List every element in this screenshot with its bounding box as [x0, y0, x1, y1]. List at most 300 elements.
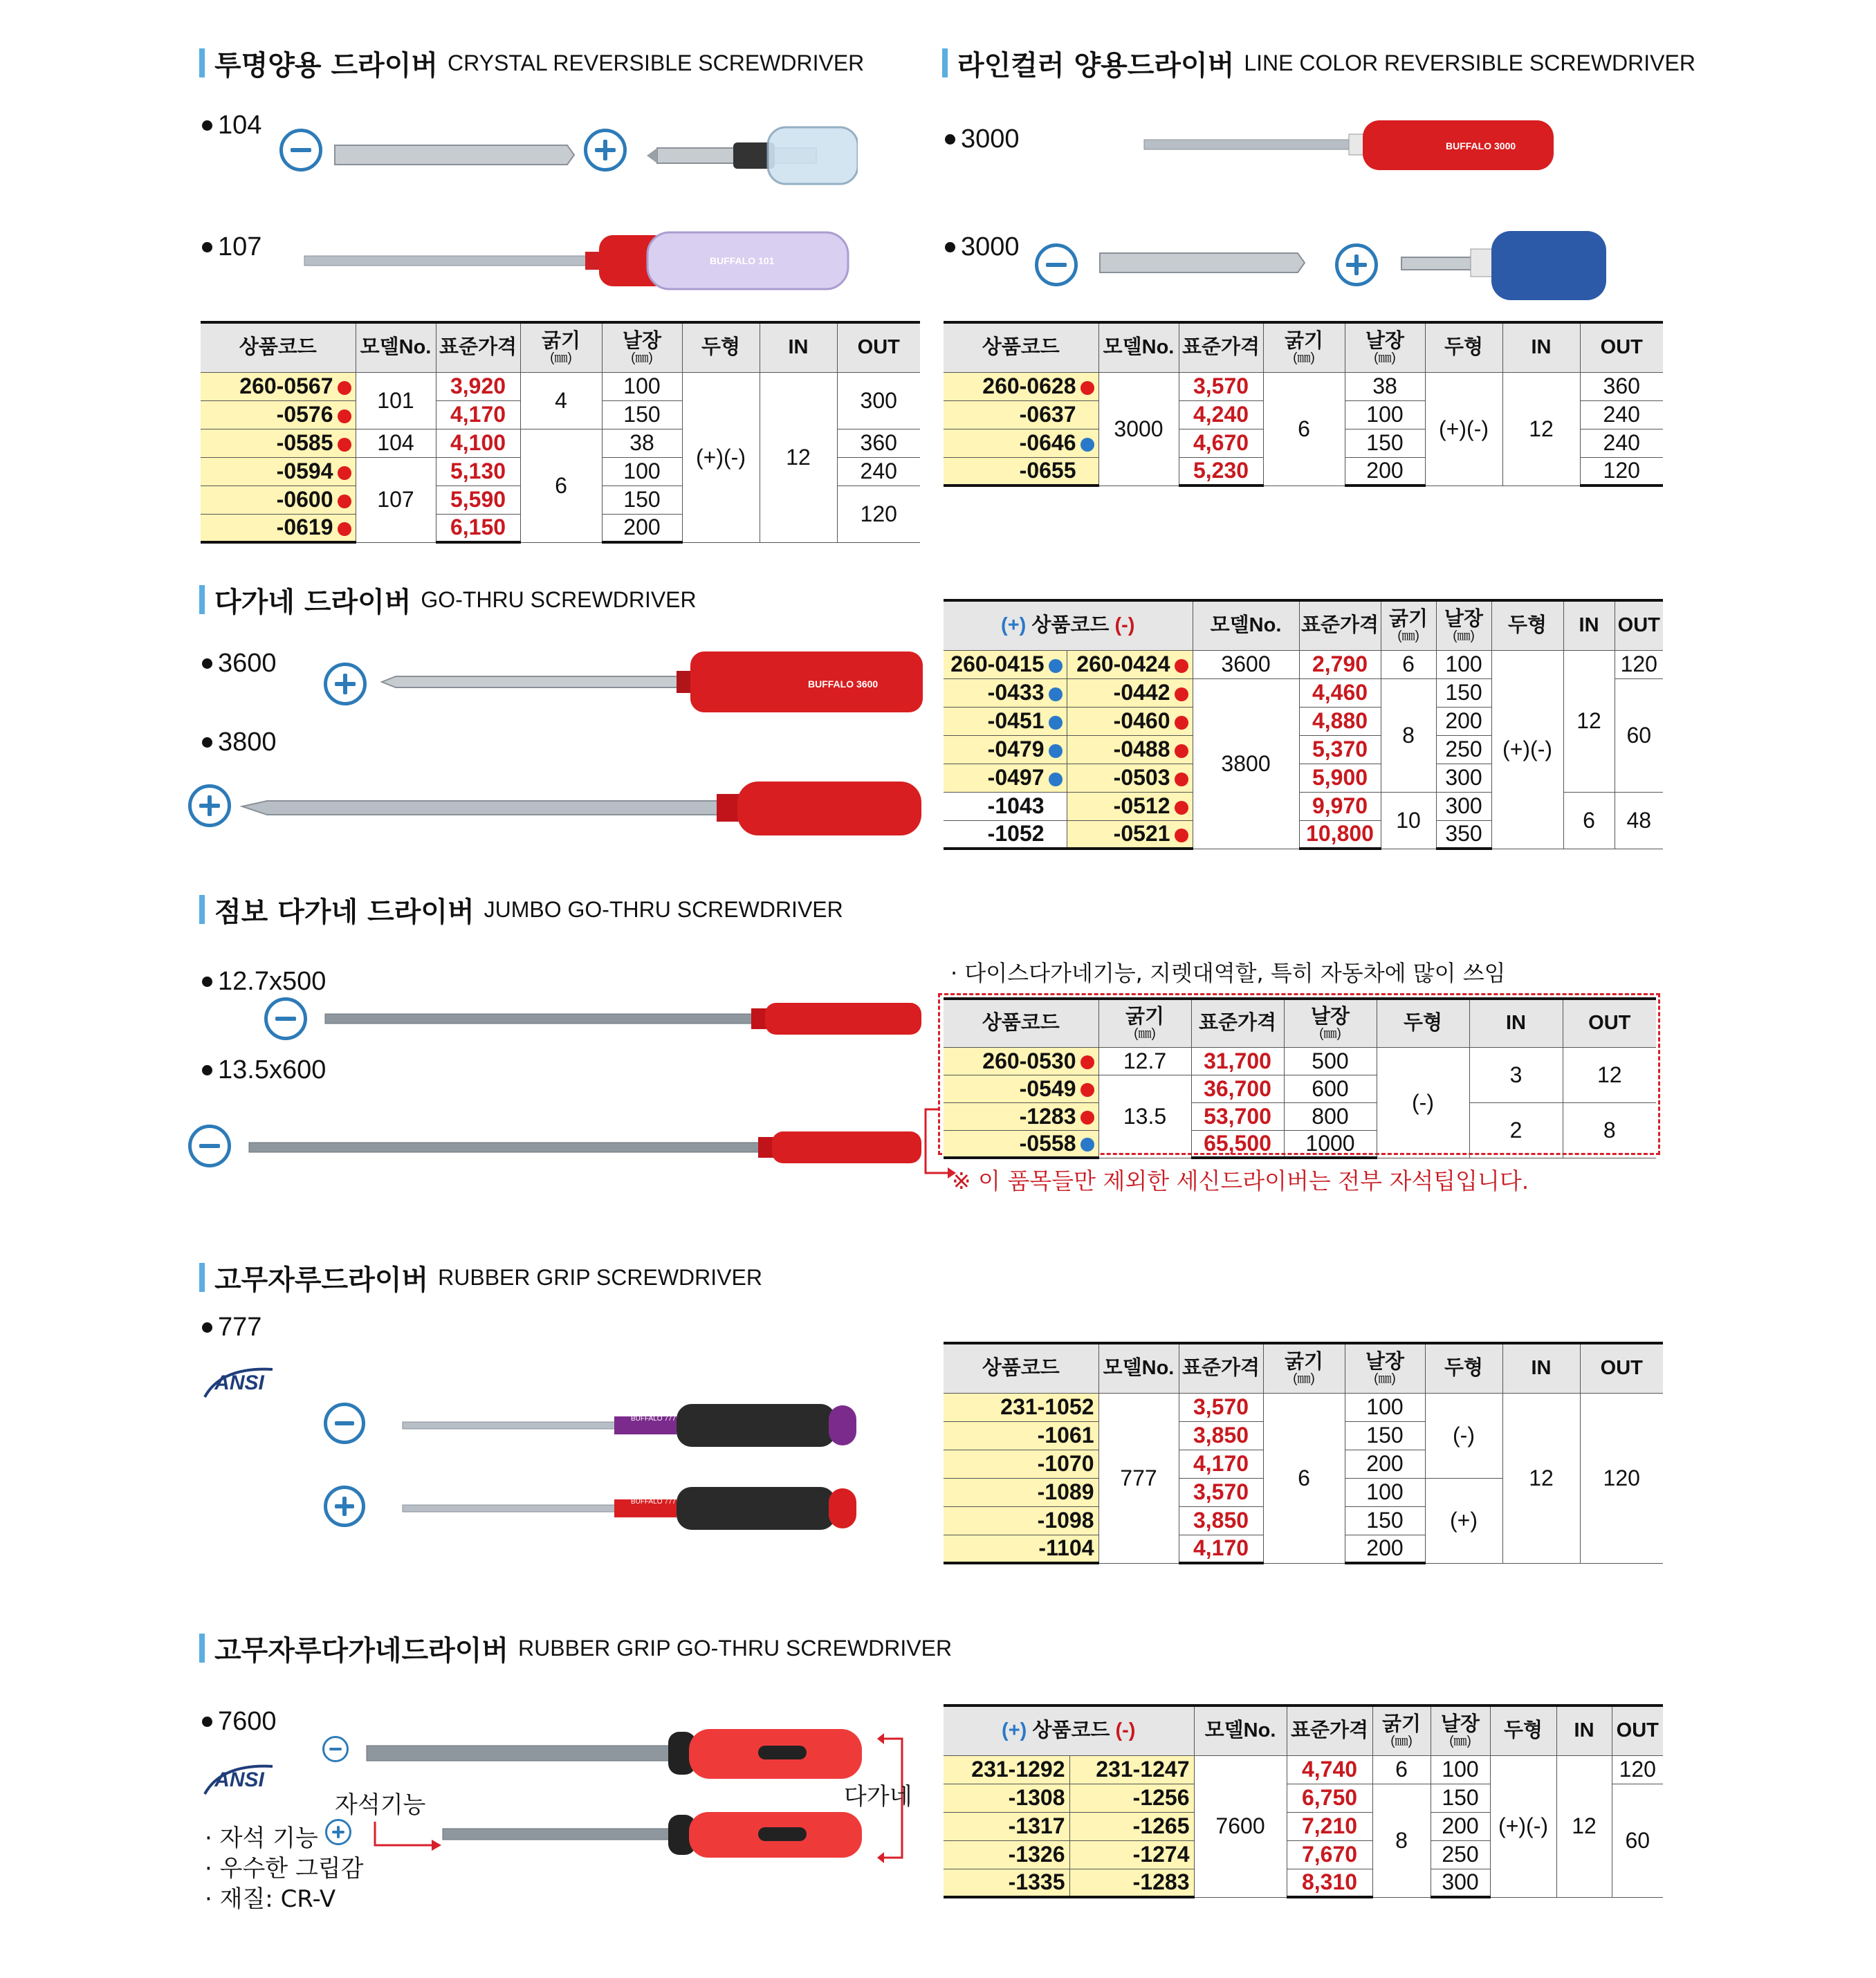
- table-cell: 100: [602, 372, 682, 400]
- table-cell: -0460: [1067, 707, 1193, 735]
- table-cell: 6: [1263, 372, 1345, 486]
- table-cell: 4,670: [1179, 429, 1263, 457]
- header-price: 표준가격: [436, 322, 520, 372]
- table-cell: 200: [602, 514, 682, 542]
- model-label: 104: [202, 111, 261, 140]
- plus-icon: [324, 1486, 365, 1527]
- table-cell: (+): [1425, 1478, 1502, 1563]
- table-header-cell: 날장 (㎜): [1345, 322, 1425, 372]
- table-cell: 100: [1345, 400, 1425, 429]
- table-cell: 777: [1098, 1393, 1179, 1563]
- table-cell: -0594: [201, 457, 356, 486]
- table-cell: 6: [1563, 792, 1615, 849]
- table-cell: -0646: [944, 429, 1098, 457]
- feature-item: · 자석 기능: [205, 1824, 318, 1852]
- red-dot-marker: [1080, 1055, 1094, 1069]
- red-dot-marker: [338, 381, 351, 395]
- table-cell: 3: [1469, 1047, 1563, 1102]
- table-cell: 3800: [1193, 678, 1299, 849]
- table-cell: 200: [1436, 707, 1491, 735]
- table-cell: 300: [1436, 764, 1491, 792]
- screwdriver-777-minus-image: [400, 1400, 870, 1451]
- table-cell: 60: [1615, 678, 1663, 792]
- dot-placeholder: [1080, 465, 1094, 479]
- gothru-label: 다가네: [844, 1783, 912, 1811]
- ansi-badge: ANSI: [201, 1365, 278, 1401]
- blue-dot-marker: [1049, 659, 1063, 673]
- svg-text:BUFFALO 777: BUFFALO 777: [631, 1498, 677, 1506]
- table-cell: 200: [1345, 1535, 1425, 1563]
- table-cell: 6,750: [1287, 1784, 1372, 1812]
- feature-item: · 우수한 그립감: [205, 1855, 364, 1883]
- table-cell: 100: [1345, 1478, 1425, 1506]
- model-label: 7600: [202, 1707, 277, 1737]
- table-header-cell: 상품코드: [944, 322, 1098, 372]
- table-cell: 36,700: [1191, 1075, 1284, 1102]
- table-cell: 10,800: [1299, 820, 1381, 849]
- spec-table-go-thru: [944, 599, 1663, 850]
- model-label: 3600: [202, 649, 277, 678]
- table-cell: 4,170: [436, 400, 520, 429]
- minus-icon: [279, 129, 322, 172]
- table-cell: 4,460: [1299, 678, 1381, 707]
- table-cell: 3000: [1098, 372, 1179, 486]
- minus-icon: [1035, 243, 1078, 286]
- table-cell: -0497: [944, 764, 1067, 792]
- red-dot-marker: [338, 522, 351, 536]
- table-header-cell: (+) 상품코드 (-): [944, 1706, 1194, 1755]
- table-cell: 4: [520, 372, 602, 429]
- red-dot-marker: [338, 494, 351, 508]
- table-cell: 5,590: [436, 486, 520, 514]
- table-cell: 2: [1469, 1102, 1563, 1158]
- table-header-cell: 상품코드: [944, 1343, 1098, 1393]
- svg-text:BUFFALO 777: BUFFALO 777: [631, 1415, 677, 1423]
- table-row: [944, 1102, 1656, 1130]
- table-row: [944, 372, 1663, 400]
- table-cell: 2,790: [1299, 650, 1381, 678]
- table-cell: 4,100: [436, 429, 520, 457]
- table-header-cell: 날장 (㎜): [1436, 600, 1491, 650]
- table-header-cell: 날장 (㎜): [1431, 1706, 1490, 1755]
- blue-dot-marker: [1080, 1138, 1094, 1152]
- screwdriver-3800-image: [239, 779, 924, 838]
- minus-icon: [324, 1403, 365, 1444]
- table-cell: -0585: [201, 429, 356, 457]
- table-header-cell: 모델No.: [1098, 1343, 1179, 1393]
- table-cell: 100: [1436, 650, 1491, 678]
- model-label: 3800: [202, 728, 277, 757]
- table-cell: 12.7: [1098, 1047, 1191, 1075]
- table-cell: -0655: [944, 457, 1098, 486]
- spec-table-rubber-grip: [944, 1342, 1663, 1564]
- table-header-cell: OUT: [1612, 1706, 1663, 1755]
- table-cell: 260-0628: [944, 372, 1098, 400]
- table-header-cell: OUT: [1580, 322, 1663, 372]
- table-cell: 12: [760, 372, 837, 542]
- table-cell: 10: [1381, 792, 1436, 849]
- table-header-cell: 표준가격: [1179, 322, 1263, 372]
- table-cell: -0576: [201, 400, 356, 429]
- table-cell: 104: [356, 429, 436, 457]
- table-cell: (+)(-): [1425, 372, 1502, 486]
- table-cell: -1274: [1069, 1840, 1194, 1869]
- table-header-cell: 굵기 (㎜): [1381, 600, 1436, 650]
- red-dot-marker: [338, 466, 351, 480]
- table-cell: 100: [1431, 1755, 1490, 1784]
- table-header-cell: 모델No.: [1194, 1706, 1287, 1755]
- screwdriver-jumbo-600-image: [246, 1129, 924, 1166]
- table-cell: 8: [1372, 1784, 1431, 1897]
- title-bar: [199, 48, 205, 77]
- table-header-cell: IN: [1563, 600, 1615, 650]
- table-cell: 300: [1431, 1869, 1490, 1897]
- table-cell: -1283: [944, 1102, 1098, 1130]
- screwdriver-777-plus-image: [400, 1483, 870, 1534]
- table-cell: -1104: [944, 1535, 1098, 1563]
- table-cell: -1070: [944, 1450, 1098, 1478]
- table-cell: 5,130: [436, 457, 520, 486]
- handle-brand: BUFFALO 3000: [1446, 140, 1516, 151]
- table-header-cell: IN: [1556, 1706, 1612, 1755]
- table-cell: 6: [520, 429, 602, 542]
- table-cell: 250: [1431, 1840, 1490, 1869]
- table-header-cell: 굵기 (㎜): [1098, 999, 1191, 1047]
- red-dot-marker: [1080, 381, 1094, 395]
- table-cell: 5,370: [1299, 735, 1381, 764]
- red-dot-marker: [1175, 659, 1188, 673]
- section-title-rubber-grip: 고무자루드라이버 RUBBER GRIP SCREWDRIVER: [199, 1260, 762, 1295]
- table-cell: 200: [1345, 457, 1425, 486]
- table-cell: -1265: [1069, 1812, 1194, 1840]
- table-cell: 600: [1284, 1075, 1377, 1102]
- table-cell: 200: [1345, 1450, 1425, 1478]
- table-cell: 240: [837, 457, 920, 486]
- minus-icon: [188, 1125, 231, 1167]
- table-cell: 4,740: [1287, 1755, 1372, 1784]
- table-header-cell: (+) 상품코드 (-): [944, 600, 1193, 650]
- table-cell: 3,570: [1179, 372, 1263, 400]
- table-header-cell: IN: [1469, 999, 1563, 1047]
- table-cell: 300: [837, 372, 920, 429]
- model-label: 777: [202, 1313, 261, 1342]
- blue-dot-marker: [1049, 773, 1063, 786]
- table-cell: 120: [837, 486, 920, 542]
- table-cell: 8,310: [1287, 1869, 1372, 1897]
- table-cell: 150: [1431, 1784, 1490, 1812]
- table-cell: (+)(-): [682, 372, 760, 542]
- table-header-cell: IN: [1502, 1343, 1580, 1393]
- table-cell: 12: [1563, 1047, 1656, 1102]
- table-cell: 3,850: [1179, 1421, 1263, 1450]
- table-cell: -1061: [944, 1421, 1098, 1450]
- table-cell: -1256: [1069, 1784, 1194, 1812]
- ansi-badge: ANSI: [201, 1762, 278, 1798]
- table-cell: 150: [1345, 1506, 1425, 1535]
- table-cell: -0488: [1067, 735, 1193, 764]
- table-cell: 240: [1580, 400, 1663, 429]
- header-diameter: 굵기 (㎜): [520, 322, 602, 372]
- spec-table-jumbo: [944, 997, 1656, 1159]
- table-cell: 48: [1615, 792, 1663, 849]
- table-cell: 3,570: [1179, 1478, 1263, 1506]
- table-cell: -1089: [944, 1478, 1098, 1506]
- section-title-go-thru: 다가네 드라이버 GO-THRU SCREWDRIVER: [199, 582, 697, 617]
- table-cell: 350: [1436, 820, 1491, 849]
- section-title-jumbo: 점보 다가네 드라이버 JUMBO GO-THRU SCREWDRIVER: [199, 892, 843, 927]
- table-cell: 7600: [1194, 1755, 1287, 1897]
- table-header-cell: 굵기 (㎜): [1372, 1706, 1431, 1755]
- magnet-arrow: [369, 1819, 445, 1860]
- title-en: CRYSTAL REVERSIBLE SCREWDRIVER: [448, 50, 865, 75]
- table-cell: 231-1247: [1069, 1755, 1194, 1784]
- table-header-cell: OUT: [1563, 999, 1656, 1047]
- table-cell: 150: [1345, 429, 1425, 457]
- table-cell: 360: [837, 429, 920, 457]
- model-label: 3000: [945, 232, 1020, 262]
- header-code: 상품코드: [201, 322, 356, 372]
- table-cell: 260-0530: [944, 1047, 1098, 1075]
- table-cell: 3,570: [1179, 1393, 1263, 1421]
- table-cell: 300: [1436, 792, 1491, 820]
- dot-placeholder: [1080, 409, 1094, 423]
- blue-dot-marker: [1049, 744, 1063, 758]
- screwdriver-7600-minus-image: [364, 1725, 876, 1784]
- feature-list: [205, 1823, 364, 1914]
- model-label: 3000: [945, 124, 1020, 154]
- table-cell: 260-0415: [944, 650, 1067, 678]
- magnet-label: 자석기능: [335, 1791, 426, 1819]
- table-header-cell: 표준가격: [1179, 1343, 1263, 1393]
- table-cell: -0512: [1067, 792, 1193, 820]
- red-dot-marker: [1175, 687, 1188, 701]
- table-cell: 1000: [1284, 1130, 1377, 1158]
- table-header-cell: 날장 (㎜): [1345, 1343, 1425, 1393]
- table-header-cell: IN: [1502, 322, 1580, 372]
- table-cell: -0521: [1067, 820, 1193, 849]
- table-cell: 120: [1612, 1755, 1663, 1784]
- table-header-cell: OUT: [1580, 1343, 1663, 1393]
- table-cell: 120: [1580, 457, 1663, 486]
- table-cell: 31,700: [1191, 1047, 1284, 1075]
- table-cell: (-): [1425, 1393, 1502, 1478]
- table-row: [201, 372, 920, 400]
- table-header-cell: 모델No.: [1193, 600, 1299, 650]
- handle-brand: BUFFALO 3600: [808, 678, 879, 690]
- table-cell: -0503: [1067, 764, 1193, 792]
- footnote: ※ 이 품목들만 제외한 세신드라이버는 전부 자석팁입니다.: [952, 1167, 1529, 1194]
- section-title-rubber-go-thru: 고무자루다가네드라이버 RUBBER GRIP GO-THRU SCREWDRIVER: [199, 1631, 952, 1665]
- section-title-line-color: 라인컬러 양용드라이버 LINE COLOR REVERSIBLE SCREWDRIVER: [942, 46, 1695, 80]
- table-cell: 260-0424: [1067, 650, 1193, 678]
- table-row: [944, 650, 1663, 678]
- table-cell: 4,170: [1179, 1535, 1263, 1563]
- table-cell: -0433: [944, 678, 1067, 707]
- dot-placeholder: [1049, 801, 1063, 815]
- table-cell: 3,850: [1179, 1506, 1263, 1535]
- table-header-cell: 표준가격: [1299, 600, 1381, 650]
- table-cell: 5,230: [1179, 457, 1263, 486]
- table-cell: 100: [602, 457, 682, 486]
- table-cell: 38: [602, 429, 682, 457]
- model-label: 107: [202, 232, 261, 262]
- table-cell: -0549: [944, 1075, 1098, 1102]
- table-cell: (+)(-): [1490, 1755, 1556, 1897]
- table-cell: 231-1052: [944, 1393, 1098, 1421]
- table-cell: -1098: [944, 1506, 1098, 1535]
- table-cell: 53,700: [1191, 1102, 1284, 1130]
- table-header-cell: 표준가격: [1191, 999, 1284, 1047]
- table-header-cell: 날장 (㎜): [1284, 999, 1377, 1047]
- table-cell: 260-0567: [201, 372, 356, 400]
- table-row: [944, 1047, 1656, 1075]
- red-dot-marker: [1175, 773, 1188, 786]
- minus-icon: [322, 1736, 349, 1762]
- ansi-arc-icon: [201, 1365, 278, 1401]
- table-cell: 8: [1381, 678, 1436, 792]
- table-row: [944, 1755, 1663, 1784]
- table-header-cell: OUT: [1615, 600, 1663, 650]
- red-dot-marker: [338, 438, 351, 452]
- table-cell: 150: [602, 486, 682, 514]
- table-cell: -1043: [944, 792, 1067, 820]
- table-cell: -0637: [944, 400, 1098, 429]
- ansi-arc-icon: [201, 1762, 278, 1798]
- table-cell: 12: [1502, 1393, 1580, 1563]
- red-dot-marker: [1175, 716, 1188, 730]
- table-cell: 120: [1615, 650, 1663, 678]
- red-dot-marker: [338, 409, 351, 423]
- table-cell: 231-1292: [944, 1755, 1069, 1784]
- screwdriver-jumbo-500-image: [322, 1000, 924, 1037]
- table-cell: 150: [602, 400, 682, 429]
- plus-icon: [324, 663, 367, 705]
- table-cell: -0451: [944, 707, 1067, 735]
- table-cell: 107: [356, 457, 436, 542]
- blue-dot-marker: [1049, 716, 1063, 730]
- svg-text:BUFFALO 101: BUFFALO 101: [710, 255, 775, 266]
- red-dot-marker: [1175, 829, 1188, 842]
- header-tip: 두형: [682, 322, 760, 372]
- spec-table-crystal: [201, 321, 920, 544]
- screwdriver-3000-blue-image: [1097, 228, 1609, 304]
- table-header-cell: 상품코드: [944, 999, 1098, 1047]
- blue-dot-marker: [1049, 687, 1063, 701]
- table-cell: 3600: [1193, 650, 1299, 678]
- table-cell: 12: [1556, 1755, 1612, 1897]
- table-cell: 240: [1580, 429, 1663, 457]
- title-ko: 투명양용 드라이버: [214, 49, 439, 82]
- header-length: 날장 (㎜): [602, 322, 682, 372]
- screwdriver-7600-plus-image: [440, 1808, 876, 1862]
- table-header-cell: 두형: [1425, 322, 1502, 372]
- red-dot-marker: [1080, 1111, 1094, 1125]
- table-cell: 6: [1263, 1393, 1345, 1563]
- table-cell: -0442: [1067, 678, 1193, 707]
- table-header-cell: 표준가격: [1287, 1706, 1372, 1755]
- table-cell: 4,240: [1179, 400, 1263, 429]
- table-cell: 100: [1345, 1393, 1425, 1421]
- screwdriver-3600-image: [379, 647, 926, 717]
- jumbo-note: · 다이스다가네기능, 지렛대역할, 특히 자동차에 많이 쓰임: [950, 960, 1506, 986]
- table-header-cell: 두형: [1491, 600, 1563, 650]
- red-dot-marker: [1080, 1083, 1094, 1097]
- table-cell: 38: [1345, 372, 1425, 400]
- table-cell: 6: [1372, 1755, 1431, 1784]
- table-cell: -0558: [944, 1130, 1098, 1158]
- table-cell: 65,500: [1191, 1130, 1284, 1158]
- table-cell: (-): [1377, 1047, 1469, 1158]
- header-out: OUT: [837, 322, 920, 372]
- minus-icon: [264, 997, 307, 1040]
- table-cell: -0619: [201, 514, 356, 542]
- blue-dot-marker: [1080, 438, 1094, 452]
- table-cell: 500: [1284, 1047, 1377, 1075]
- red-dot-marker: [1175, 744, 1188, 758]
- table-header-cell: 두형: [1425, 1343, 1502, 1393]
- screwdriver-3000-red-image: [1141, 116, 1556, 174]
- model-label: 13.5x600: [202, 1055, 326, 1085]
- screwdriver-104-image: [332, 124, 858, 187]
- table-cell: -1335: [944, 1869, 1069, 1897]
- table-cell: 7,210: [1287, 1812, 1372, 1840]
- table-header-cell: 두형: [1490, 1706, 1556, 1755]
- spec-table-rubber-go-thru: [944, 1704, 1663, 1898]
- plus-icon: [188, 784, 231, 827]
- table-cell: 3,920: [436, 372, 520, 400]
- table-cell: -1317: [944, 1812, 1069, 1840]
- table-header-cell: 모델No.: [1098, 322, 1179, 372]
- table-cell: 12: [1502, 372, 1580, 486]
- header-in: IN: [760, 322, 837, 372]
- section-title-crystal: [199, 46, 864, 80]
- table-cell: 60: [1612, 1784, 1663, 1897]
- dot-placeholder: [1049, 829, 1063, 842]
- table-cell: 101: [356, 372, 436, 429]
- table-cell: 4,170: [1179, 1450, 1263, 1478]
- table-cell: -0479: [944, 735, 1067, 764]
- table-header-cell: 굵기 (㎜): [1263, 1343, 1345, 1393]
- table-cell: 4,880: [1299, 707, 1381, 735]
- table-cell: -1283: [1069, 1869, 1194, 1897]
- table-cell: 7,670: [1287, 1840, 1372, 1869]
- table-cell: -1308: [944, 1784, 1069, 1812]
- screwdriver-107-image: [302, 228, 855, 290]
- table-cell: 150: [1345, 1421, 1425, 1450]
- table-header-cell: 굵기 (㎜): [1263, 322, 1345, 372]
- table-cell: 200: [1431, 1812, 1490, 1840]
- red-dot-marker: [1175, 801, 1188, 815]
- table-cell: (+)(-): [1491, 650, 1563, 849]
- table-cell: 360: [1580, 372, 1663, 400]
- table-row: [944, 1393, 1663, 1421]
- table-cell: -1326: [944, 1840, 1069, 1869]
- table-cell: 150: [1436, 678, 1491, 707]
- table-cell: 6,150: [436, 514, 520, 542]
- header-model: 모델No.: [356, 322, 436, 372]
- table-header-cell: 두형: [1377, 999, 1469, 1047]
- feature-item: · 재질: CR-V: [205, 1885, 336, 1913]
- table-cell: 13.5: [1098, 1075, 1191, 1158]
- spec-table-line-color: [944, 321, 1663, 487]
- table-cell: -1052: [944, 820, 1067, 849]
- table-cell: 800: [1284, 1102, 1377, 1130]
- model-label: 12.7x500: [202, 967, 326, 997]
- table-cell: 250: [1436, 735, 1491, 764]
- table-cell: 120: [1580, 1393, 1663, 1563]
- table-cell: 9,970: [1299, 792, 1381, 820]
- table-cell: -0600: [201, 486, 356, 514]
